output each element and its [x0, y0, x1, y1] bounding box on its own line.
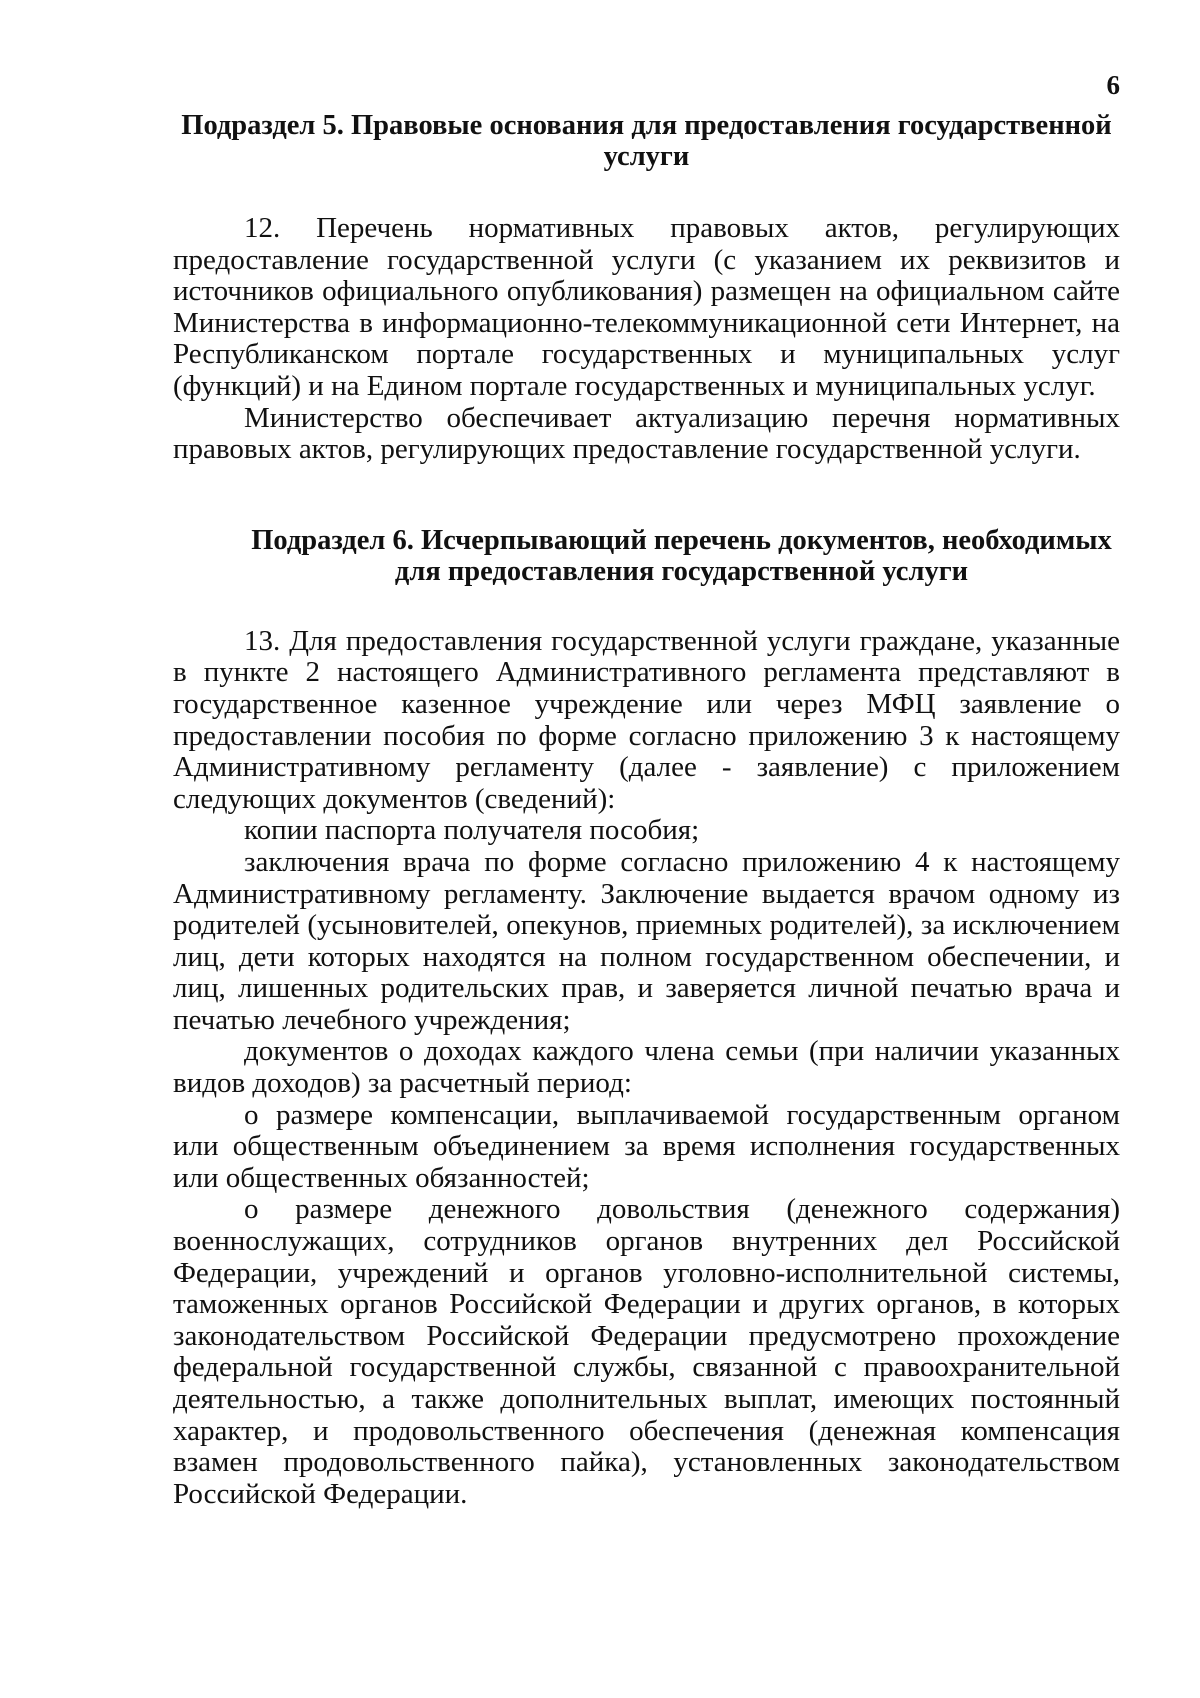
list-item-compensation: о размере компенсации, выплачиваемой государственным органом или общественным объединением за время исполнения государственных или общественных обязанностей; [173, 1098, 1120, 1194]
subsection-5-heading: Подраздел 5. Правовые основания для предоставления государственной услуги [181, 110, 1112, 172]
list-item-passport-copy: копии паспорта получателя пособия; [244, 814, 700, 847]
paragraph-12-actualization: Министерство обеспечивает актуализацию перечня нормативных правовых актов, регулирующих предоставление государственной услуги. [173, 401, 1120, 466]
page-content [173, 110, 1120, 1510]
paragraph-12: 12. Перечень нормативных правовых актов, регулирующих предоставление государственной услуги (с указанием их реквизитов и источников официального опубликования) размещен на официальном сайте Министерства в информационно-телекоммуникационной сети Интернет, на Республиканском портале государственных и муниципальных услуг (функций) и на Едином портале государственных и муниципальных услуг. [173, 212, 1120, 402]
list-item-income-documents: документов о доходах каждого члена семьи (при наличии указанных видов доходов) за расчетный период: [173, 1035, 1120, 1100]
subsection-6-heading: Подраздел 6. Исчерпывающий перечень документов, необходимых для предоставления государственной услуги [251, 524, 1112, 587]
list-item-military-allowance: о размере денежного довольствия (денежного содержания) военнослужащих, сотрудников органов внутренних дел Российской Федерации, учреждений и органов уголовно-исполнительной системы, таможенных органов Российской Федерации и других органов, в которых законодательством Российской Федерации предусмотрено прохождение федеральной государственной службы, связанной с правоохранительной деятельностью, а также дополнительных выплат, имеющих постоянный характер, и продовольственного обеспечения (денежная компенсация взамен продовольственного пайка), установленных законодательством Российской Федерации. [173, 1193, 1120, 1510]
list-item-doctor-conclusion: заключения врача по форме согласно приложению 4 к настоящему Административному регламенту. Заключение выдается врачом одному из родителей (усыновителей, опекунов, приемных родителей), за исключением лиц, дети которых находятся на полном государственном обеспечении, и лиц, лишенных родительских прав, и заверяется личной печатью врача и печатью лечебного учреждения; [173, 845, 1120, 1036]
paragraph-13: 13. Для предоставления государственной услуги граждане, указанные в пункте 2 настоящего Административного регламента представляют в государственное казенное учреждение или через МФЦ заявление о предоставлении пособия по форме согласно приложению 3 к настоящему Административному регламенту (далее - заявление) с приложением следующих документов (сведений): [173, 624, 1120, 815]
page-number: 6 [1106, 70, 1120, 100]
